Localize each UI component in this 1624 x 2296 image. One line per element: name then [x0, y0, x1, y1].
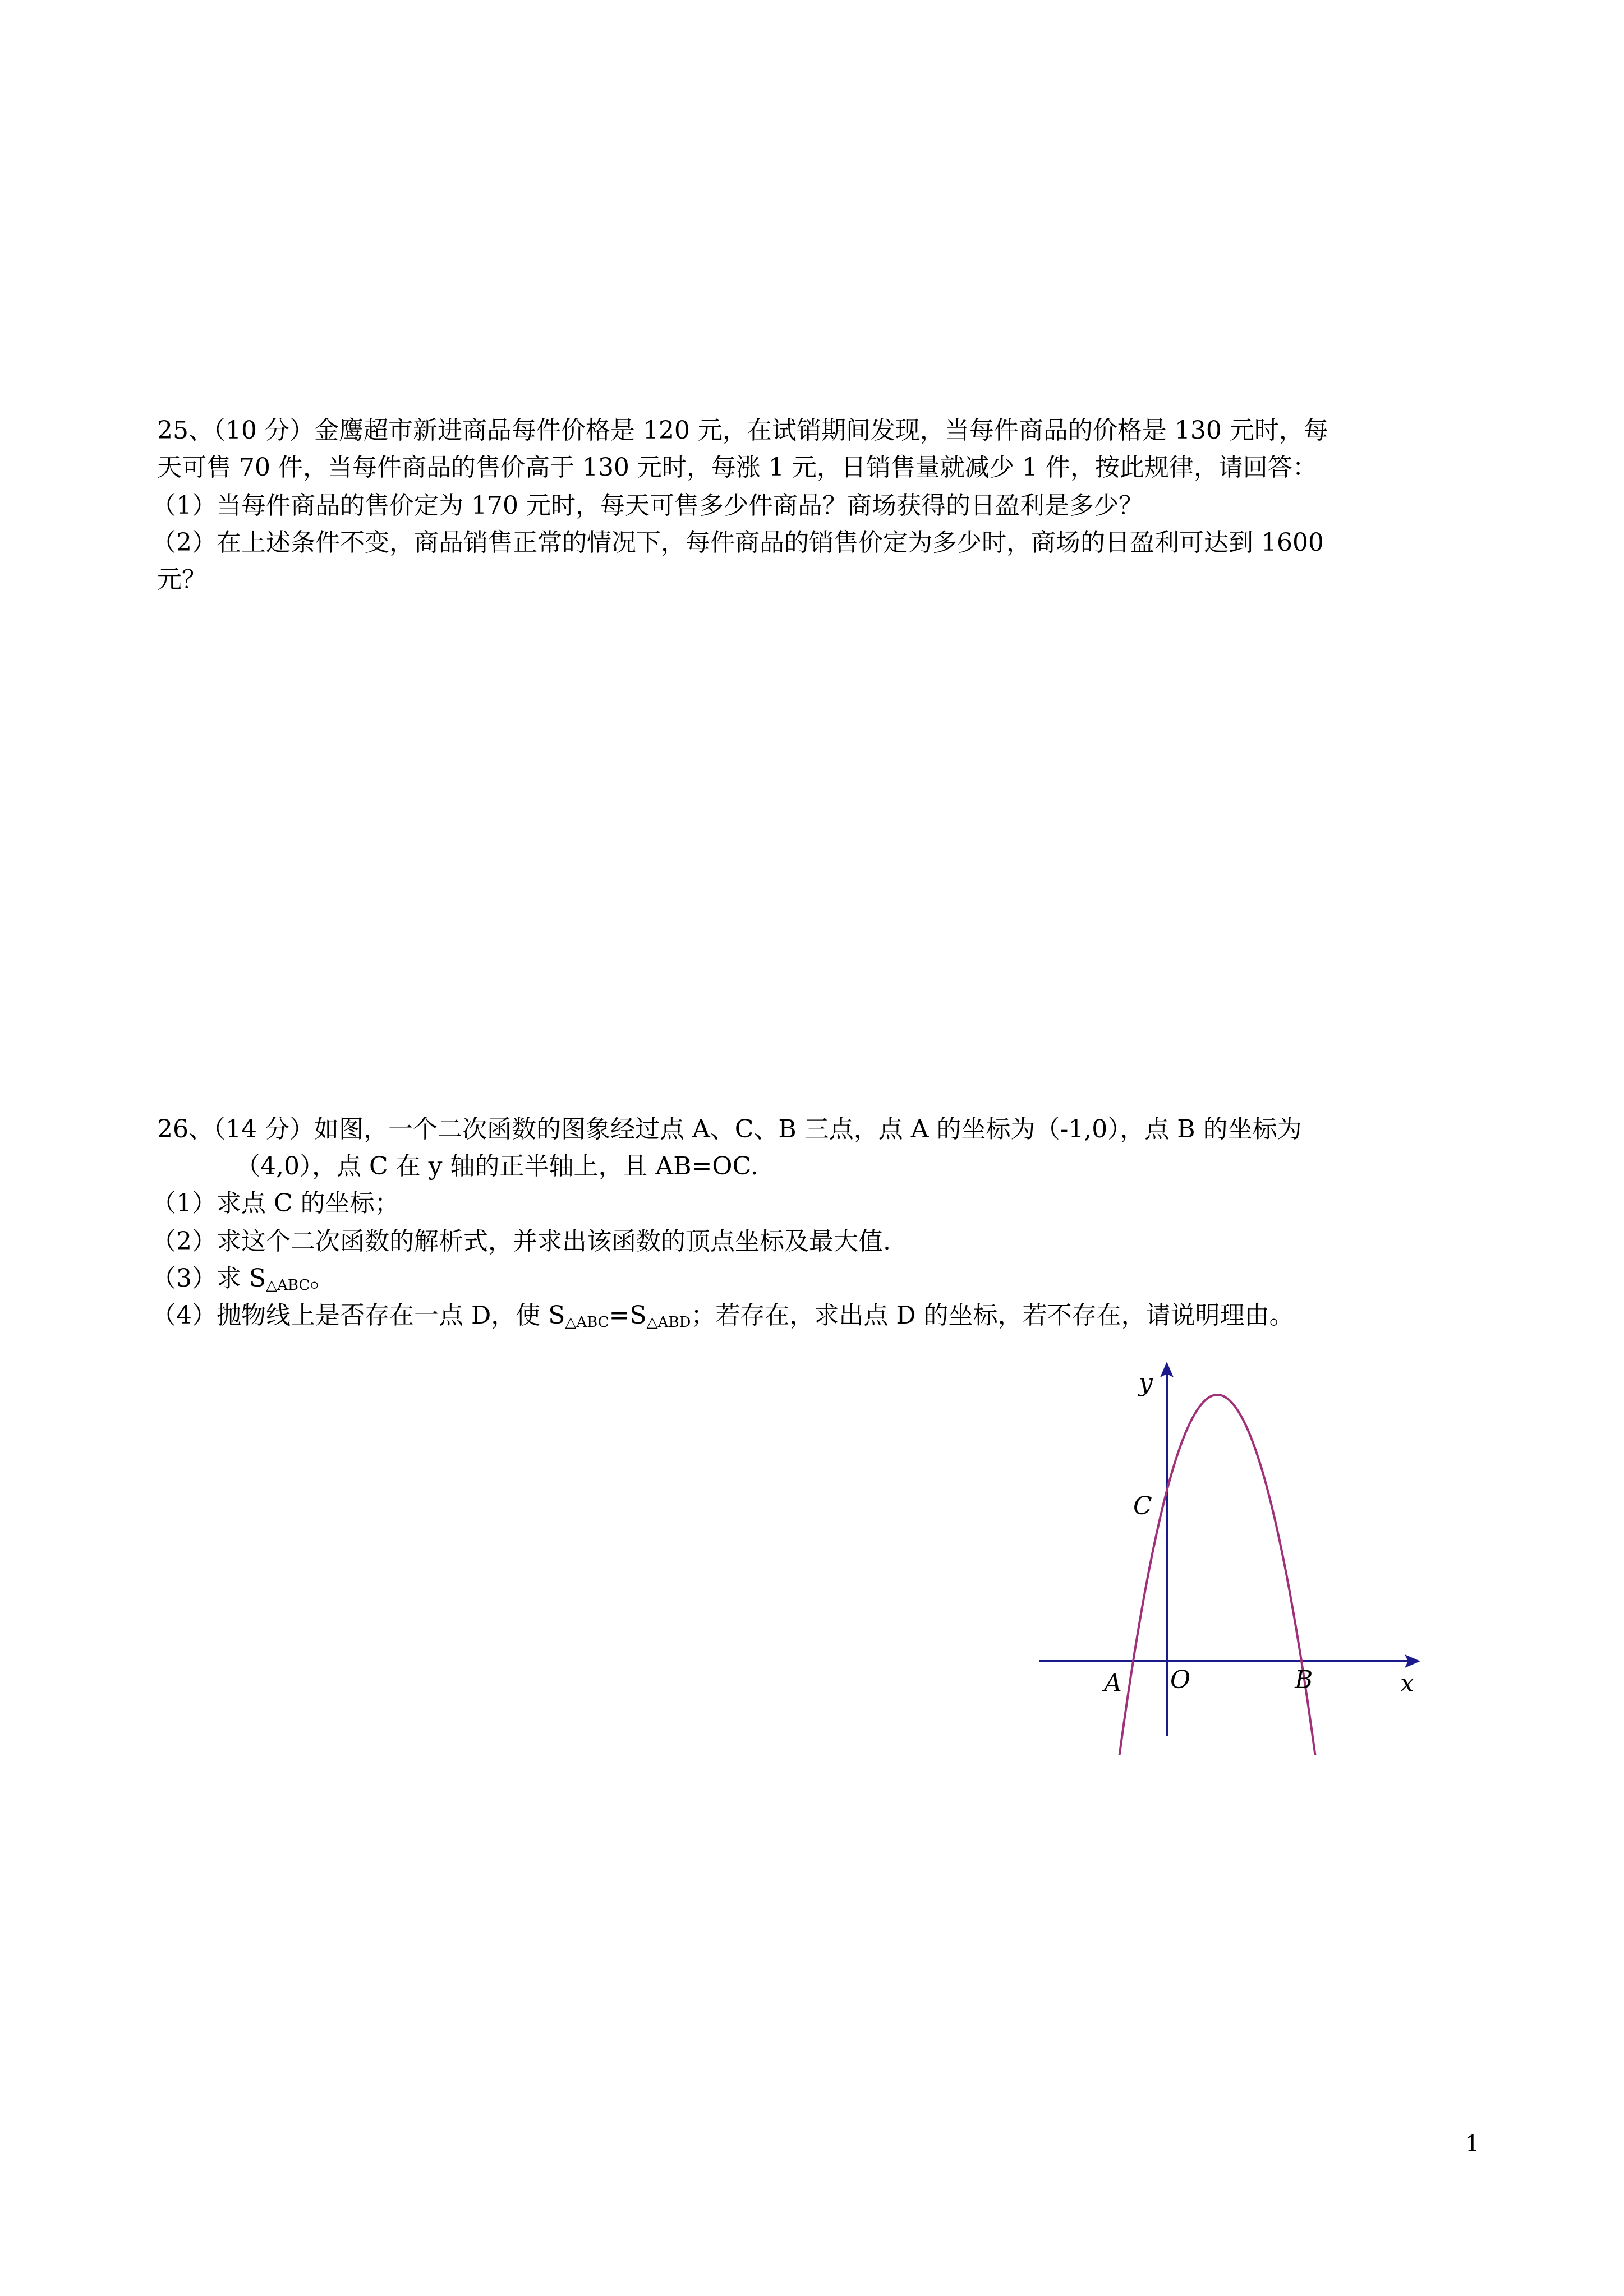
- q26-part-2: （2）求这个二次函数的解析式，并求出该函数的顶点坐标及最大值.: [151, 1227, 891, 1256]
- point-c-label: C: [1133, 1492, 1152, 1520]
- q25-line-2: 天可售 70 件，当每件商品的售价高于 130 元时，每涨 1 元，日销售量就减少 1 件，按此规律，请回答：: [157, 453, 1317, 482]
- q26-part-3: （3）求 $S_{\triangle ABC}$。: [151, 1264, 335, 1294]
- q26-line-1: 26、（14 分）如图，一个二次函数的图象经过点 A、C、B 三点，点 A 的坐标为（-1,0），点 B 的坐标为: [157, 1115, 1302, 1144]
- q26-line-2: （4,0），点 C 在 y 轴的正半轴上，且 AB=OC.: [236, 1152, 758, 1181]
- parabola-curve: [1116, 1395, 1335, 1755]
- point-a-label: A: [1104, 1669, 1122, 1698]
- q26-part-4: （4）抛物线上是否存在一点 D，使 $S_{\triangle ABC}=S_{\triangle ABD}$；若存在，求出点 D 的坐标，若不存在，请说明理由。: [151, 1301, 1294, 1331]
- x-axis-label: x: [1400, 1669, 1414, 1698]
- origin-label: O: [1170, 1666, 1191, 1694]
- point-b-label: B: [1295, 1666, 1313, 1694]
- q25-line-1: 25、（10 分）金鹰超市新进商品每件价格是 120 元，在试销期间发现，当每件商品的价格是 130 元时，每: [157, 416, 1328, 445]
- q26-part-1: （1）求点 C 的坐标；: [151, 1189, 399, 1218]
- q25-part-2-line-2: 元？: [157, 565, 206, 594]
- y-axis-label: y: [1139, 1368, 1153, 1397]
- q25-part-2-line-1: （2）在上述条件不变，商品销售正常的情况下，每件商品的销售价定为多少时，商场的日盈利可达到 1600: [151, 528, 1324, 557]
- q25-part-1: （1）当每件商品的售价定为 170 元时，每天可售多少件商品？商场获得的日盈利是多少？: [151, 491, 1143, 520]
- page-number: 1: [1465, 2131, 1480, 2157]
- parabola-figure: [1021, 1352, 1436, 1755]
